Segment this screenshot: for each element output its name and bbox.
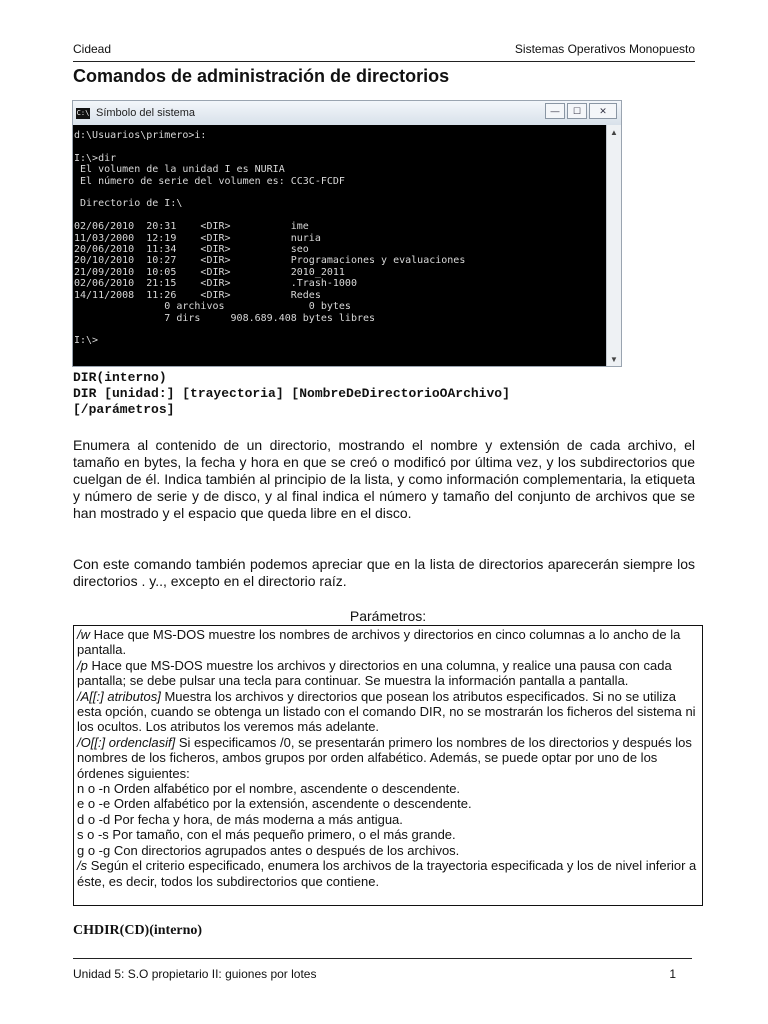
sort-option: e o -e Orden alfabético por la extensión, ascendente o descendente. [77,796,472,812]
sort-option: g o -g Con directorios agrupados antes o después de los archivos. [77,842,460,858]
param-text: Hace que MS-DOS muestre los archivos y directorios en una columna, y realice una pausa con cada pantalla; se debe pulsar una tecla para continuar. Se muestra la información pantalla a pantalla. [77,657,672,689]
header-rule [73,61,695,62]
console-output: d:\Usuarios\primero>i: I:\>dir El volumen de la unidad I es NURIA El número de serie del volumen es: CC3C-FCDF Directorio de I:\ 02/06/2010 20:31 <DIR> ime 11/03/2000 12:19 <DIR> nuria 20/06/2010 11:34 <DIR> seo 20/10/2010 10:27 <DIR> Programaciones y evaluaciones 21/09/2010 10:05 <DIR> 2010_2011 02/06/2010 21:15 <DIR> .Trash-1000 14/11/2008 11:26 <DIR> Redes 0 archivos 0 bytes 7 dirs 908.689.408 bytes libres I:\> [73,125,609,366]
note-paragraph: Con este comando también podemos apreciar que en la lista de directorios aparecerán siempre los directorios . y.., excepto en el directorio raíz. [73,556,695,589]
command-syntax [73,370,510,418]
footer-rule [73,958,692,959]
footer-left: Unidad 5: S.O propietario II: guiones por lotes [73,967,317,981]
param-flag: /w [77,627,90,642]
header-left: Cidead [73,42,112,56]
sort-option: n o -n Orden alfabético por el nombre, ascendente o descendente. [77,781,461,797]
param-item [77,735,699,781]
console-titlebar [73,101,621,125]
param-flag: /p [77,657,88,673]
param-item [77,858,699,889]
param-text: Muestra los archivos y directorios que posean los atributos especificados. Si no se utiliza esta opción, cuando se obtenga un listado con el comando DIR, no se mostrarán los ficheros del sistema ni los ocultos. Los atributos los veremos más adelante. [77,688,696,735]
maximize-icon: ☐ [567,103,587,119]
parameters-caption: Parámetros: [349,608,427,624]
page-title: Comandos de administración de directorios [73,66,450,86]
minimize-icon: — [545,103,565,119]
scroll-down-icon: ▼ [610,354,618,364]
cmd-icon: C:\ [76,109,90,117]
param-item [77,627,699,658]
page-number: 1 [669,967,676,981]
syntax-line-1: DIR(interno) [73,370,167,385]
param-item [77,658,699,689]
scroll-up-icon: ▲ [610,127,618,137]
param-item [77,689,699,735]
description-paragraph: Enumera al contenido de un directorio, mostrando el nombre y extensión de cada archivo, el tamaño en bytes, la fecha y hora en que se creó o modificó por última vez, y los subdirectorios que cuelgan de él. Indica también al principio de la lista, y como información complementaria, la etiqueta y número de serie y de disco, y al final indica el número y tamaño del conjunto de archivos que se han mostrado y el espacio que queda libre en el disco. [73,437,695,521]
page-header [73,42,695,62]
param-text: Según el criterio especificado, enumera los archivos de la trayectoria especificada y los de nivel inferior a éste, es decir, todos los subdirectorios que contiene. [77,858,697,889]
syntax-line-3: [/parámetros] [73,402,175,417]
param-flag: /A[[:] atributos] [77,688,161,704]
param-flag: /s [77,858,88,874]
param-text: Hace que MS-DOS muestre los nombres de archivos y directorios en cinco columnas a lo ancho de la pantalla. [77,627,681,658]
window-controls [545,103,617,119]
next-section-heading: CHDIR(CD)(interno) [73,923,203,938]
syntax-line-2: DIR [unidad:] [trayectoria] [NombreDeDirectorioOArchivo] [73,386,510,401]
param-flag: /O[[:] ordenclasif] [77,734,176,750]
param-text: Si especificamos /0, se presentarán primero los nombres de los directorios y después los nombres de los ficheros, ambos grupos por orden alfabético. Además, se puede optar por uno de los órdenes siguientes: [77,734,692,781]
header-right: Sistemas Operativos Monopuesto [514,42,695,56]
sort-option: d o -d Por fecha y hora, de más moderna a más antigua. [77,811,403,827]
page-footer [73,967,676,981]
console-window-title: Símbolo del sistema [96,107,196,119]
parameters-box [73,625,703,906]
console-scrollbar [606,125,621,366]
close-icon: ✕ [589,103,617,119]
console-window-screenshot [72,100,622,367]
sort-option: s o -s Por tamaño, con el más pequeño primero, o el más grande. [77,827,456,843]
